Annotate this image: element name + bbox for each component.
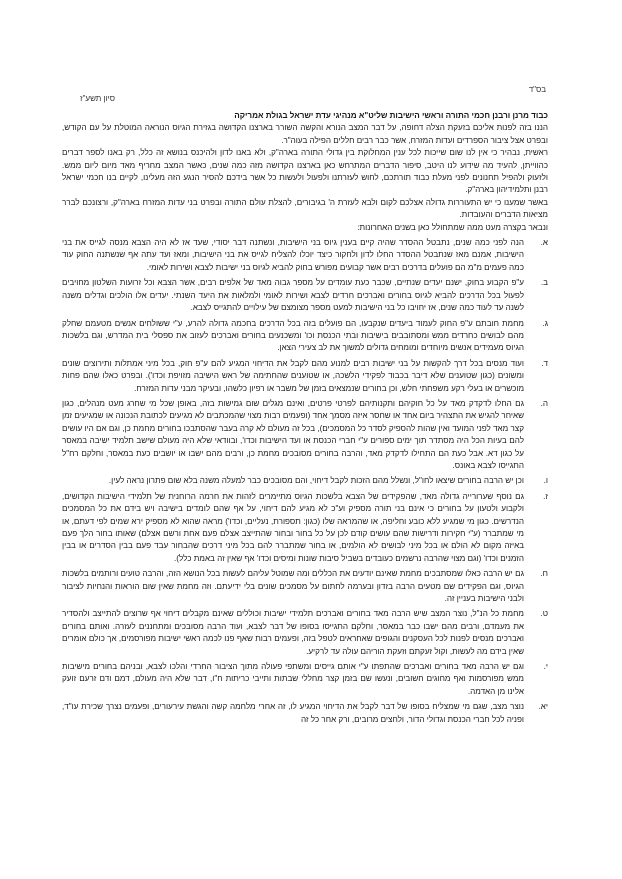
letter-body	[62, 110, 548, 726]
point-item	[62, 398, 548, 472]
intro-paragraph: באשר שמענו כי יש התעוררות גדולה אצלכם לקום ולבא לעזרת ה' בגיבורים, להצלת עולם התורה ובפרט בני עדות המזרח בארה"ק, ורצונכם לברר מציאות הדברים והעובדות.	[62, 197, 548, 220]
point-item	[62, 318, 548, 355]
point-marker: י.	[543, 662, 548, 672]
point-item	[62, 358, 548, 395]
point-marker: ז.	[543, 491, 548, 501]
point-item	[62, 277, 548, 314]
point-item	[62, 701, 548, 726]
point-text: ועוד מנסים בכל דרך להקשות על בני ישיבות רבים למנוע מהם לקבל את הדיחוי המגיע להם ע"פ חוק, בכל מיני אמתלות ותירוצים שונים ומשונים (כגון שטוענים שלא דיבר בכבוד לפקידי הלשכה, או שטוענים שהחתימה של ראש הישיבה מזויפת וכדו'). ובפרט כאלו שהם פחות מוכשרים או בעלי רקע משפחתי חלש, וכן בחורים שנמצאים בזמן של משבר או רפיון כלשהו, ובעיקר מבני עדות המזרח.	[62, 358, 524, 393]
point-item	[62, 237, 548, 274]
points-list	[62, 237, 548, 726]
point-text: ע"פ הקבוע בחוק, ישנם יעדים שנתיים, שכבר כעת עומדים על מספר גבוה מאד של אלפים רבים, אשר הצבא וכל זרועות השלטון מחויבים לפעול בכל הדרכים להביא לגיוס בחורים ואברכים חרדים לצבא ושירות לאומי ולמלאות את היעד השנתי. יעדים אלו הולכים וגדלים משנה לשנה עד לעוד כמה שנים, אז יחויבו כל בני הישיבות למעט מספר מצומצם של עילויים להתגייס לצבא.	[62, 278, 524, 313]
point-marker: ו.	[543, 476, 548, 486]
intro-paragraph: ונבאר בקצרה מעט ממה שמתחולל כאן בשנים האחרונות:	[357, 222, 548, 232]
point-marker: ה.	[540, 398, 548, 408]
point-text: וגם יש הרבה מאד בחורים ואברכים שהתפתו ע"י אותם גייסים ומשתפי פעולה מתוך הציבור החרדי והלכו לצבא, ובניהם בחורים מישיבות ממש מפורסמות ואף מחוגים חשובים, ונעשו שם בזמן קצר מחללי שבתות ותייבי כריתות ח"ו, דבר שלא היה מעולם, דמם ודם זרעם זועק אלינו מן האדמה.	[62, 662, 524, 696]
intro-paragraph: ראשית, נבהיר כי אין לנו שום שייכות לכל ענין המחלוקת בין גדולי התורה בארה"ק, ולא באנו לדון ולהיכנס בנושא זה כלל, רק באנו לספר דברים כהווייתן, להעיד מה שידוע לנו היטב, סיפור הדברים המתרחש כאן בארצנו הקדושה מזה כמה שנים, כאשר המצב מחריף מאד מיום ליום ממש. ולזעוק ולהפיל תחנונים לפני מעלת כבוד תורתכם, לחוש לעזרתנו ולפעול ולעשות כל אשר בידכם להסיר הנגע הזה מעלינו, לקיים בנו חכמי ישראל רבנן ותלמידיהון בארה"ק.	[62, 148, 548, 195]
point-text: מחמת כל הנ"ל, נוצר המצב שיש הרבה מאד בחורים ואברכים תלמידי ישיבות וכוללים שאינם מקבלים דיחוי אף שרוצים להתייצב ולהסדיר את מעמדם, ורבים מהם ישבו כבר במאסר, וחלקם התגייסו בסופו של דבר לצבא, ועוד הרבה מסובכים ומתחננים לעזרה. ואותם בחורים ואברכים מנסים לפנות לכל העסקנים והגופים שאחראים לטפל בזה, ופעמים רבות שאף פנו לכמה ראשי ישיבות מפורסמים, אך כולם אומרים שאין בידם מה לעשות, וקול זעקתם וזעקת הוריהם עולה עד לרקיע.	[62, 609, 524, 656]
point-marker: ג.	[542, 318, 548, 328]
point-marker: ב.	[540, 278, 548, 288]
point-marker: ט.	[540, 609, 548, 619]
point-text: גם יש הרבה כאלו שמסתבכים מחמת שאינם יודעים את הכללים ומה שמוטל עליהם לעשות בכל הנושא הזה, והרבה טועים ורותמים בלשכות הגיוס, וגם הפקידים שם מטעים הרבה בזדון ובערמה לחתום על מסמכים שונים בלי ידיעתם. וזה מחמת שאין שום הוראות והנחיות לציבור ולבני הישיבות בעניין זה.	[62, 569, 524, 604]
point-item	[62, 475, 548, 487]
point-item	[62, 491, 548, 565]
point-text: וכן יש הרבה בחורים שיצאו לחו"ל, ונשלל מהם הזכות לקבל דיחוי, והם מסובכים כבר למעלה משנה בלא שום פתרון נראה לעין.	[108, 476, 524, 486]
point-item	[62, 608, 548, 658]
point-marker: א.	[540, 238, 548, 248]
intro-paragraph: הננו בזה לפנות אליכם בזעקת הצלה דחופה, על דבר המצב הנורא והקשה השורר בארצנו הקדושה בגזירת הגיוס הנוראה המוטלת על עם הקודש, ובפרט אצל ציבור הספרדים ועדות המזרח, אשר כבר רבים חללים הפילה בעוה"ר.	[62, 123, 548, 145]
bsd-header: בס"ד	[528, 85, 546, 94]
point-text: הנה לפני כמה שנים, נתבטל ההסדר שהיה קיים בענין גיוס בני הישיבות, ונשתנה דבר יסודי, שעד אז לא היה הצבא מנסה לגייס את בני הישיבות, אמנם מאז שנתבטל ההסדר החלו לדון ולחקור כיצד יוכלו להצליח לגייס את בני הישיבות, ומאז ועד עתה אף שנשתנה החוק עוד כמה פעמים מ"מ הם פועלים בדרכים רבים אשר קבועים מפורש בחוק להביא לגיוס בני ישיבות לצבא ושירות לאומי.	[62, 238, 524, 272]
letter-date: סיון תשע"ז	[80, 94, 115, 103]
point-marker: ח.	[540, 569, 548, 579]
salutation: כבוד מרנן ורבנן חכמי התורה וראשי הישיבות שליט"א מנהיגי עדת ישראל בגולת אמריקה	[234, 111, 548, 120]
point-text: גם נוסף שערורייה גדולה מאד, שהפקידים של הצבא בלשכות הגיוס מתיימרים לזהות את חרמה הרוחנית של תלמידי הישיבות הקדושים, ולקבוע ולטעון על בחורים כי אינם בני תורה מספיק וע"כ לא מגיע להם דיחוי, על אף שהם לומדים בישיבה ויש בידם את כל המסמכים הנדרשים. כגון מי שמגיע ללא כובע וחליפה, או שהמראה שלו (כגון: תספורת, נעליים, וכדו') מראה שהוא לא מספיק ירא שמים לפי דעתם, או מי שמתברר (ע"י חקירות ודרישות שהם עושים קודם לכן על כל בחור ובחור שהתייצב אצלם פעם אחת ורשם אצלם) שאותו בחור הלך פעם באיזה מקום לא הולם או בכל מיני לבושים לא הולמים, או בחור שמתברר להם בכל מיני דרכים שהבחור עבד פעם בבין הסדרים או בבין הזמנים וכדו' (וגם מצוי שהרבה נרשמים כעובדים בשביל סיבות שונות ומיסים וכדו' אף שאין זה באמת כלל).	[62, 491, 524, 563]
point-marker: יא.	[538, 702, 548, 712]
point-text: נוצר מצב, שגם מי שמצליח בסופו של דבר לקבל את הדיחוי המגיע לו, זה אחרי מלחמה קשה והגשת עירעורים, ופעמים נצרך שכירת עו"ד, ופניה לכל חברי הכנסת וגדולי הדור, ולחצים מרובים, ורק אחר כל זה	[62, 702, 524, 724]
point-text: גם החלו לדקדק מאד על כל חוקיהם ותקנותיהם לפרטי פרטים, ואינם מגלים שום גמישות בזה, באופן שכל מי שחרג מעט מנהלים, כגון שאיחר להגיש את התצהיר ביום אחד או שחסר איזה מסמך אחד (ופעמים רבות מצוי שהמכתבים לא מגיעים לכתובת הנכונה או שמגיעים זמן קצר מאד לפני המועד ואין שהות להספיק לסדר כל המסמכים), בכל זה מעולם לא קרה בעבר שהסתבכו בחורים מחמת כן, וגם אם היו עושים להם בעיות הכל היה מסתדר תוך ימים ספורים ע"י חברי הכנסת או ועד הישיבות וכדו', ובוודאי שלא היה מעולם שישב תלמיד ישיבה במאסר על כגון דא. אבל כעת הם התחילו לדקדק מאד, והרבה בחורים מסובכים מחמת כן, ורבים מהם ישבו או יושבים כעת במאסר, וחלקם רח"ל התגייסו לצבא באונס.	[62, 398, 524, 470]
point-marker: ד.	[541, 358, 548, 368]
point-text: מחמת חובתם ע"פ החוק לעמוד ביעדים שנקבעו, הם פועלים בזה בכל הדרכים בחכמה גדולה להרע, ע"י ששולחים אנשים מטעמם שחלק מהם לבושים כחרדים ממש ומסתובבים בישיבות ובתי הכנסת וכו' ומשכנעים בחורים ואברכים לעזוב את ספסלי בית המדרש, וגם בלשכות הגיוס מעמידים אנשים מיוחדים ומומחים גדולים למשוך את לב צעירי הצאן.	[62, 318, 524, 353]
point-item	[62, 568, 548, 605]
point-item	[62, 661, 548, 698]
